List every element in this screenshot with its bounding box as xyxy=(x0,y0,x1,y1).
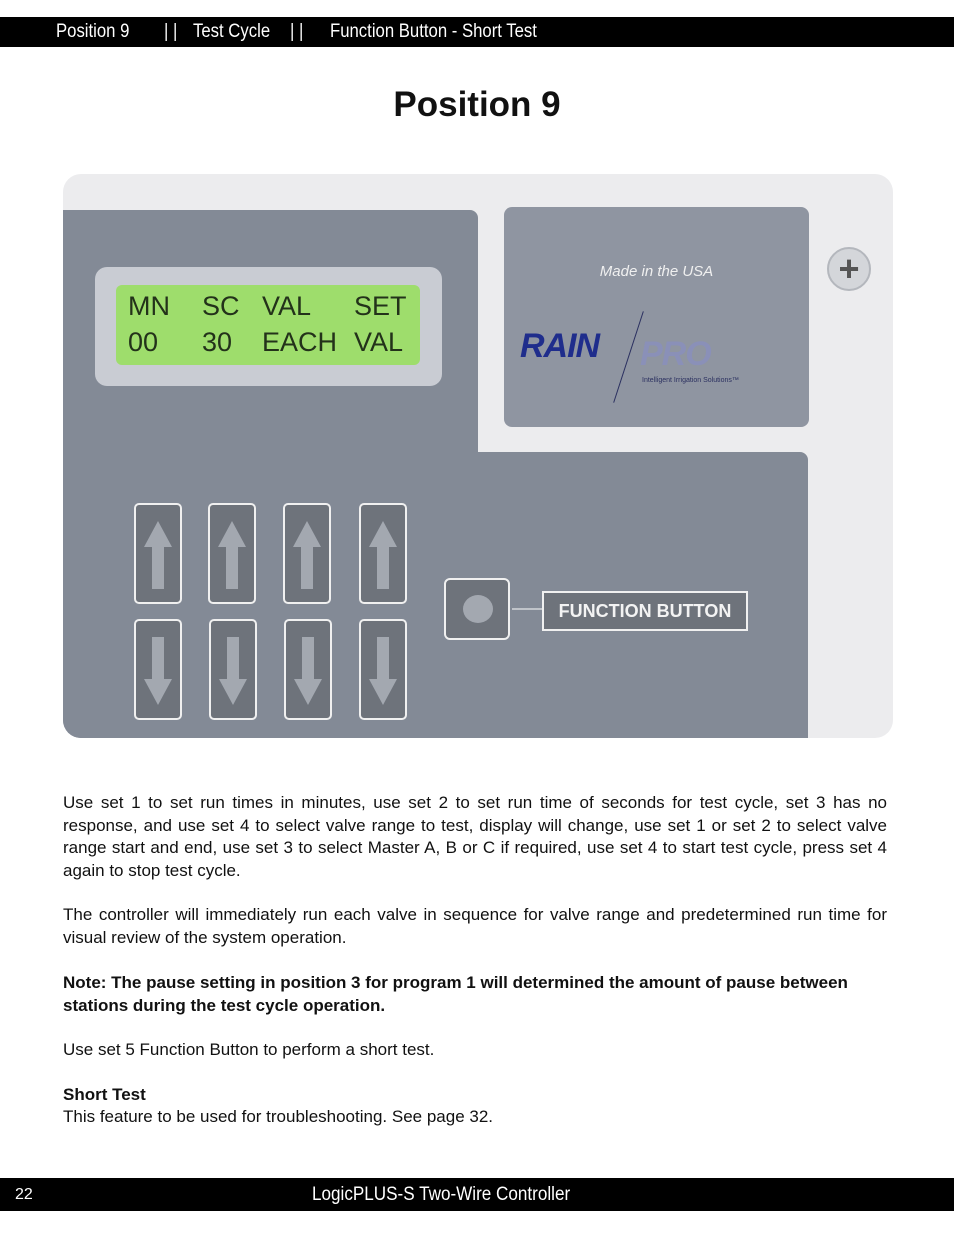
lcd-text: SET xyxy=(354,291,407,321)
lcd-text: EACH xyxy=(262,327,338,357)
up-arrow-icon xyxy=(144,521,172,589)
set4-down-button xyxy=(359,619,407,720)
page-title: Position 9 xyxy=(393,85,561,124)
controller-faceplate-image xyxy=(63,174,893,738)
lcd-text: SC xyxy=(202,291,240,321)
header-bar xyxy=(0,17,954,47)
header-separator: | | xyxy=(290,21,304,42)
plus-icon: + xyxy=(827,247,871,291)
function-button xyxy=(444,578,510,640)
down-arrow-icon xyxy=(294,637,322,705)
document-title: LogicPLUS-S Two-Wire Controller xyxy=(312,1184,571,1205)
set1-up-button xyxy=(134,503,182,604)
header-segment-function-button: Function Button - Short Test xyxy=(330,21,537,42)
brand-plate xyxy=(504,207,809,427)
set3-up-button xyxy=(283,503,331,604)
paragraph-set-instructions: Use set 1 to set run times in minutes, use set 2 to set run time of seconds for test cycle, set 3 has no response, and use set 4 to select valve range to test, display will change, use set 1 or set 2 to select valve range start and end, use set 3 to select Master A, B or C if required, use set 4 to start test cycle, press set 4 again to stop test cycle. xyxy=(63,793,887,880)
paragraph-short-test-instruction: Use set 5 Function Button to perform a short test. xyxy=(63,1040,435,1059)
set1-down-button xyxy=(134,619,182,720)
down-arrow-icon xyxy=(369,637,397,705)
paragraph-controller-run: The controller will immediately run each valve in sequence for valve range and predetermined run time for visual review of the system operation. xyxy=(63,905,887,947)
lcd-text: VAL xyxy=(262,291,312,321)
set2-down-button xyxy=(209,619,257,720)
logo-tagline: Intelligent Irrigation Solutions™ xyxy=(642,377,739,384)
footer-bar xyxy=(0,1178,954,1211)
page-number: 22 xyxy=(15,1186,33,1203)
logo-rain-text: RAIN xyxy=(520,327,600,365)
up-arrow-icon xyxy=(218,521,246,589)
lcd-text: VAL xyxy=(354,327,404,357)
logo-pro-text: PRO xyxy=(640,335,711,373)
lcd-bezel xyxy=(95,267,442,386)
header-segment-test-cycle: Test Cycle xyxy=(193,21,271,42)
note-pause-setting: Note: The pause setting in position 3 for program 1 will determined the amount of pause between stations during the test cycle operation. xyxy=(63,973,848,1015)
lcd-text: MN xyxy=(128,291,170,321)
header-segment-position: Position 9 xyxy=(56,21,130,42)
made-in-usa-text: Made in the USA xyxy=(599,263,714,280)
function-button-label: FUNCTION BUTTON xyxy=(542,591,748,631)
header-separator: | | xyxy=(164,21,178,42)
up-arrow-icon xyxy=(293,521,321,589)
set3-down-button xyxy=(284,619,332,720)
lcd-display xyxy=(116,285,420,365)
lcd-text: 30 xyxy=(202,327,233,357)
set4-up-button xyxy=(359,503,407,604)
rainpro-logo xyxy=(520,327,800,407)
function-button-dot xyxy=(463,595,493,623)
lcd-text: 00 xyxy=(128,327,159,357)
down-arrow-icon xyxy=(144,637,172,705)
up-arrow-icon xyxy=(369,521,397,589)
down-arrow-icon xyxy=(219,637,247,705)
short-test-heading: Short Test xyxy=(63,1085,146,1104)
function-button-connector xyxy=(512,608,542,610)
short-test-description: This feature to be used for troubleshooting. See page 32. xyxy=(63,1107,494,1126)
set2-up-button xyxy=(208,503,256,604)
